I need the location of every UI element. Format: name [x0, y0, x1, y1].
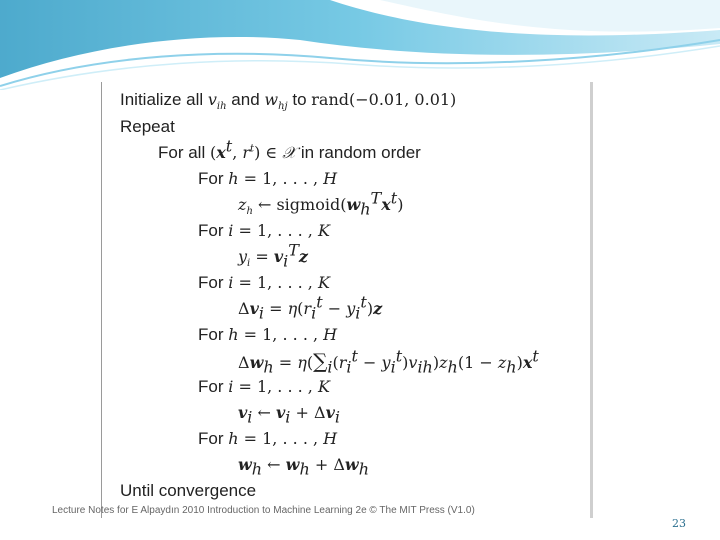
algo-line-for-i-1: For i = 1, . . . , K: [198, 221, 330, 240]
algo-line-for-h-1: For h = 1, . . . , H: [198, 169, 338, 188]
algo-line-repeat: Repeat: [120, 117, 175, 136]
algo-line-for-h-2: For h = 1, . . . , H: [198, 325, 338, 344]
algo-line-update-w: $w_h$ ← $w_h + \Delta w_h$: [238, 455, 369, 479]
algo-line-for-i-2: For i = 1, . . . , K: [198, 273, 330, 292]
algo-line-zh: $z_h$ ← $sigmoid(w_h^Tx^t)$: [238, 188, 404, 219]
algo-line-for-h-3: For h = 1, . . . , H: [198, 429, 338, 448]
header-swoosh-decoration: [0, 0, 720, 90]
algo-line-delta-w: $\Delta w_h = \eta(\sum_i(r_i^t - y_i^t)v_{ih})z_h(1 - z_h)x^t$: [238, 346, 539, 377]
page-number: 23: [672, 517, 686, 530]
algo-line-delta-v: $\Delta v_i = \eta(r_i^t - y_i^t)z$: [238, 292, 383, 323]
algo-line-for-i-3: For i = 1, . . . , K: [198, 377, 330, 396]
algo-line-initialize: Initialize all $v_{ih}$ and $w_{hj}$ to rand(−0.01, 0.01): [120, 90, 457, 113]
algo-line-until: Until convergence: [120, 481, 257, 500]
algo-line-yi: $y_i = v_i^Tz$: [238, 240, 309, 271]
algo-line-for-all: For all ($x^t$, $r^t$) ∈ 𝒳 in random order: [158, 136, 421, 162]
algorithm-box: [101, 82, 590, 518]
footer-citation: Lecture Notes for E Alpaydın 2010 Introduction to Machine Learning 2e © The MIT Press (V1.0): [52, 505, 475, 516]
algo-line-update-v: $v_i$ ← $v_i + \Delta v_i$: [238, 403, 340, 427]
